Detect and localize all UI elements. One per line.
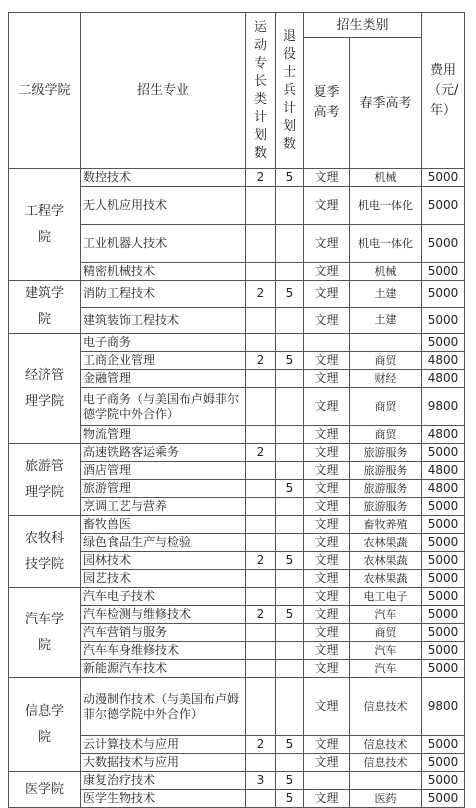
major-cell: 医学生物技术 — [81, 790, 246, 808]
spring-exam-cell: 汽车 — [350, 642, 422, 660]
veteran-quota-cell: 5 — [276, 281, 304, 308]
sports-quota-cell: 2 — [246, 352, 276, 370]
spring-exam-cell: 农林果蔬 — [350, 570, 422, 588]
summer-exam-cell: 文理 — [304, 225, 350, 263]
summer-exam-cell: 文理 — [304, 444, 350, 462]
summer-exam-cell: 文理 — [304, 790, 350, 808]
spring-exam-cell: 信息技术 — [350, 754, 422, 772]
major-cell: 建筑装饰工程技术 — [81, 307, 246, 334]
fee-cell: 5000 — [422, 754, 465, 772]
veteran-quota-cell — [276, 388, 304, 426]
major-cell: 大数据技术与应用 — [81, 754, 246, 772]
header-college: 二级学院 — [9, 13, 81, 169]
sports-quota-cell: 2 — [246, 444, 276, 462]
major-cell: 数控技术 — [81, 169, 246, 187]
veteran-quota-cell: 5 — [276, 790, 304, 808]
sports-quota-cell — [246, 462, 276, 480]
major-cell: 烹调工艺与营养 — [81, 498, 246, 516]
table-row — [9, 588, 465, 606]
college-cell: 经济管理学院 — [9, 334, 81, 444]
summer-exam-cell: 文理 — [304, 462, 350, 480]
spring-exam-cell: 信息技术 — [350, 736, 422, 754]
veteran-quota-cell — [276, 307, 304, 334]
major-cell: 汽车电子技术 — [81, 588, 246, 606]
major-cell: 绿色食品生产与检验 — [81, 534, 246, 552]
summer-exam-cell: 文理 — [304, 307, 350, 334]
veteran-quota-cell — [276, 588, 304, 606]
major-cell: 物流管理 — [81, 426, 246, 444]
spring-exam-cell: 汽车 — [350, 660, 422, 678]
veteran-quota-cell — [276, 462, 304, 480]
fee-cell: 9800 — [422, 388, 465, 426]
fee-cell: 5000 — [422, 334, 465, 352]
fee-cell: 5000 — [422, 263, 465, 281]
spring-exam-cell: 旅游服务 — [350, 462, 422, 480]
summer-exam-cell: 文理 — [304, 588, 350, 606]
summer-exam-cell: 文理 — [304, 516, 350, 534]
table-row — [9, 281, 465, 308]
fee-cell: 5000 — [422, 660, 465, 678]
college-cell: 建筑学院 — [9, 281, 81, 334]
college-cell: 旅游管理学院 — [9, 444, 81, 516]
header-major: 招生专业 — [81, 13, 246, 169]
sports-quota-cell — [246, 388, 276, 426]
college-cell: 信息学院 — [9, 678, 81, 772]
header-summer-exam: 夏季高考 — [304, 38, 350, 169]
summer-exam-cell — [304, 772, 350, 790]
major-cell: 动漫制作技术（与美国布卢姆菲尔德学院中外合作） — [81, 678, 246, 736]
fee-cell: 5000 — [422, 516, 465, 534]
table-row — [9, 169, 465, 187]
spring-exam-cell: 商贸 — [350, 352, 422, 370]
veteran-quota-cell — [276, 660, 304, 678]
veteran-quota-cell — [276, 444, 304, 462]
veteran-quota-cell: 5 — [276, 772, 304, 790]
sports-quota-cell: 2 — [246, 606, 276, 624]
veteran-quota-cell: 5 — [276, 169, 304, 187]
summer-exam-cell: 文理 — [304, 642, 350, 660]
summer-exam-cell: 文理 — [304, 187, 350, 225]
summer-exam-cell: 文理 — [304, 281, 350, 308]
sports-quota-cell — [246, 642, 276, 660]
header-category: 招生类别 — [304, 13, 422, 38]
header-fee: 费用（元/年） — [422, 13, 465, 169]
major-cell: 电子商务（与美国布卢姆菲尔德学院中外合作） — [81, 388, 246, 426]
summer-exam-cell: 文理 — [304, 606, 350, 624]
veteran-quota-cell: 5 — [276, 352, 304, 370]
veteran-quota-cell — [276, 534, 304, 552]
spring-exam-cell: 机电一体化 — [350, 187, 422, 225]
summer-exam-cell: 文理 — [304, 426, 350, 444]
header-sports-quota: 运动专长类计划数 — [246, 13, 276, 169]
veteran-quota-cell — [276, 516, 304, 534]
spring-exam-cell — [350, 334, 422, 352]
spring-exam-cell: 农林果蔬 — [350, 552, 422, 570]
veteran-quota-cell — [276, 624, 304, 642]
major-cell: 电子商务 — [81, 334, 246, 352]
summer-exam-cell: 文理 — [304, 552, 350, 570]
fee-cell: 5000 — [422, 772, 465, 790]
fee-cell: 4800 — [422, 426, 465, 444]
summer-exam-cell: 文理 — [304, 754, 350, 772]
spring-exam-cell: 商贸 — [350, 388, 422, 426]
sports-quota-cell — [246, 754, 276, 772]
major-cell: 无人机应用技术 — [81, 187, 246, 225]
sports-quota-cell — [246, 588, 276, 606]
sports-quota-cell — [246, 187, 276, 225]
veteran-quota-cell — [276, 678, 304, 736]
veteran-quota-cell — [276, 570, 304, 588]
table-row — [9, 444, 465, 462]
summer-exam-cell: 文理 — [304, 498, 350, 516]
fee-cell: 5000 — [422, 169, 465, 187]
sports-quota-cell — [246, 570, 276, 588]
spring-exam-cell: 畜牧养殖 — [350, 516, 422, 534]
fee-cell: 9800 — [422, 678, 465, 736]
college-cell: 医学院 — [9, 772, 81, 808]
veteran-quota-cell — [276, 263, 304, 281]
admissions-table — [8, 12, 465, 808]
major-cell: 金融管理 — [81, 370, 246, 388]
fee-cell: 5000 — [422, 624, 465, 642]
spring-exam-cell: 机械 — [350, 169, 422, 187]
major-cell: 汽车车身维修技术 — [81, 642, 246, 660]
spring-exam-cell: 土建 — [350, 307, 422, 334]
spring-exam-cell: 电工电子 — [350, 588, 422, 606]
summer-exam-cell: 文理 — [304, 169, 350, 187]
veteran-quota-cell — [276, 642, 304, 660]
major-cell: 汽车检测与维修技术 — [81, 606, 246, 624]
summer-exam-cell: 文理 — [304, 480, 350, 498]
sports-quota-cell — [246, 790, 276, 808]
sports-quota-cell: 2 — [246, 552, 276, 570]
major-cell: 工业机器人技术 — [81, 225, 246, 263]
fee-cell: 4800 — [422, 370, 465, 388]
sports-quota-cell — [246, 624, 276, 642]
sports-quota-cell — [246, 660, 276, 678]
spring-exam-cell: 旅游服务 — [350, 444, 422, 462]
veteran-quota-cell — [276, 225, 304, 263]
major-cell: 酒店管理 — [81, 462, 246, 480]
summer-exam-cell: 文理 — [304, 736, 350, 754]
major-cell: 康复治疗技术 — [81, 772, 246, 790]
fee-cell: 4800 — [422, 462, 465, 480]
major-cell: 园林技术 — [81, 552, 246, 570]
sports-quota-cell — [246, 225, 276, 263]
summer-exam-cell: 文理 — [304, 624, 350, 642]
sports-quota-cell — [246, 426, 276, 444]
spring-exam-cell: 土建 — [350, 281, 422, 308]
college-cell: 农牧科技学院 — [9, 516, 81, 588]
major-cell: 高速铁路客运乘务 — [81, 444, 246, 462]
fee-cell: 5000 — [422, 790, 465, 808]
fee-cell: 5000 — [422, 307, 465, 334]
sports-quota-cell — [246, 534, 276, 552]
sports-quota-cell — [246, 678, 276, 736]
sports-quota-cell — [246, 516, 276, 534]
major-cell: 工商企业管理 — [81, 352, 246, 370]
fee-cell: 5000 — [422, 570, 465, 588]
veteran-quota-cell — [276, 187, 304, 225]
fee-cell: 5000 — [422, 225, 465, 263]
veteran-quota-cell: 5 — [276, 606, 304, 624]
sports-quota-cell: 2 — [246, 736, 276, 754]
header-veteran-quota: 退役士兵计划数 — [276, 13, 304, 169]
fee-cell: 5000 — [422, 444, 465, 462]
table-row — [9, 334, 465, 352]
table-row — [9, 678, 465, 736]
table-header — [9, 13, 465, 169]
veteran-quota-cell — [276, 370, 304, 388]
fee-cell: 5000 — [422, 281, 465, 308]
fee-cell: 5000 — [422, 552, 465, 570]
sports-quota-cell — [246, 334, 276, 352]
college-cell: 汽车学院 — [9, 588, 81, 678]
table-row — [9, 772, 465, 790]
spring-exam-cell: 财经 — [350, 370, 422, 388]
spring-exam-cell — [350, 772, 422, 790]
spring-exam-cell: 医药 — [350, 790, 422, 808]
major-cell: 消防工程技术 — [81, 281, 246, 308]
header-spring-exam: 春季高考 — [350, 38, 422, 169]
major-cell: 园艺技术 — [81, 570, 246, 588]
summer-exam-cell: 文理 — [304, 678, 350, 736]
spring-exam-cell: 旅游服务 — [350, 498, 422, 516]
summer-exam-cell: 文理 — [304, 263, 350, 281]
sports-quota-cell — [246, 307, 276, 334]
major-cell: 畜牧兽医 — [81, 516, 246, 534]
veteran-quota-cell — [276, 426, 304, 444]
major-cell: 云计算技术与应用 — [81, 736, 246, 754]
sports-quota-cell: 2 — [246, 281, 276, 308]
summer-exam-cell: 文理 — [304, 370, 350, 388]
summer-exam-cell: 文理 — [304, 660, 350, 678]
fee-cell: 5000 — [422, 642, 465, 660]
fee-cell: 5000 — [422, 534, 465, 552]
veteran-quota-cell: 5 — [276, 736, 304, 754]
spring-exam-cell: 机电一体化 — [350, 225, 422, 263]
fee-cell: 5000 — [422, 606, 465, 624]
veteran-quota-cell — [276, 334, 304, 352]
college-cell: 工程学院 — [9, 169, 81, 281]
fee-cell: 4800 — [422, 352, 465, 370]
fee-cell: 5000 — [422, 588, 465, 606]
fee-cell: 5000 — [422, 498, 465, 516]
table-row — [9, 516, 465, 534]
major-cell: 精密机械技术 — [81, 263, 246, 281]
summer-exam-cell: 文理 — [304, 570, 350, 588]
summer-exam-cell — [304, 334, 350, 352]
veteran-quota-cell: 5 — [276, 480, 304, 498]
table-body — [9, 169, 465, 808]
sports-quota-cell — [246, 263, 276, 281]
spring-exam-cell: 商贸 — [350, 624, 422, 642]
spring-exam-cell: 农林果蔬 — [350, 534, 422, 552]
spring-exam-cell: 旅游服务 — [350, 480, 422, 498]
sports-quota-cell: 3 — [246, 772, 276, 790]
major-cell: 新能源汽车技术 — [81, 660, 246, 678]
summer-exam-cell: 文理 — [304, 388, 350, 426]
summer-exam-cell: 文理 — [304, 352, 350, 370]
sports-quota-cell: 2 — [246, 169, 276, 187]
veteran-quota-cell: 5 — [276, 552, 304, 570]
fee-cell: 5000 — [422, 736, 465, 754]
fee-cell: 4800 — [422, 480, 465, 498]
veteran-quota-cell — [276, 754, 304, 772]
sports-quota-cell — [246, 480, 276, 498]
spring-exam-cell: 商贸 — [350, 426, 422, 444]
major-cell: 汽车营销与服务 — [81, 624, 246, 642]
spring-exam-cell: 汽车 — [350, 606, 422, 624]
sports-quota-cell — [246, 370, 276, 388]
spring-exam-cell: 信息技术 — [350, 678, 422, 736]
summer-exam-cell: 文理 — [304, 534, 350, 552]
spring-exam-cell: 机械 — [350, 263, 422, 281]
fee-cell: 5000 — [422, 187, 465, 225]
sports-quota-cell — [246, 498, 276, 516]
major-cell: 旅游管理 — [81, 480, 246, 498]
veteran-quota-cell — [276, 498, 304, 516]
